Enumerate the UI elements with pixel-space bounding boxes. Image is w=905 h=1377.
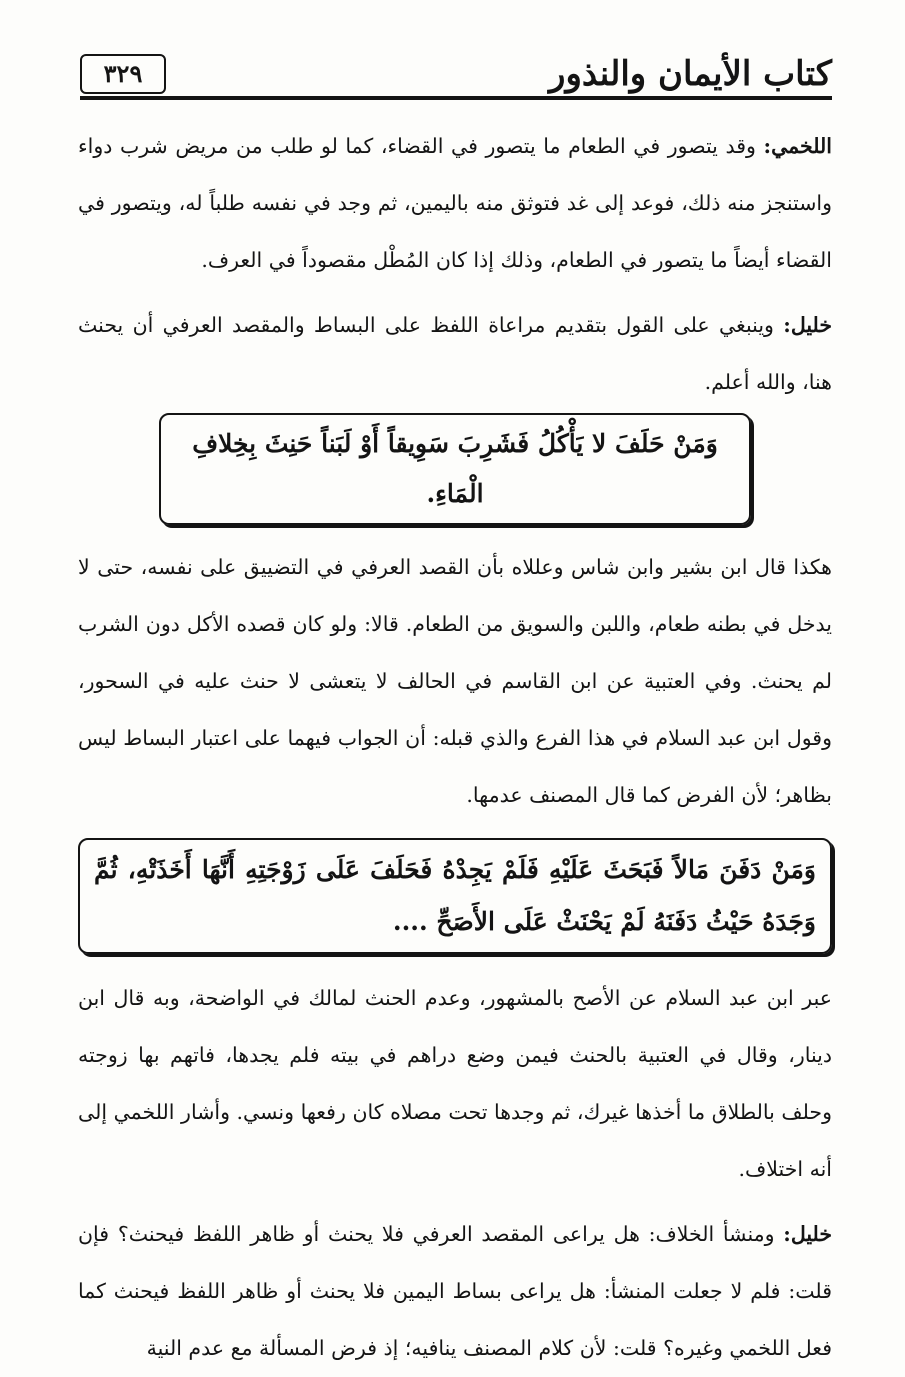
speaker-label: اللخمي: — [763, 134, 832, 158]
header-rule — [80, 96, 832, 100]
paragraph-commentary-1: هكذا قال ابن بشير وابن شاس وعللاه بأن القصد العرفي في التضييق على نفسه، حتى لا يدخل في بطنه طعام، واللبن والسويق من الطعام. قالا: ولو كان قصده الأكل دون الشرب لم يحنث. وفي العتبية عن ابن القاسم في الحالف لا يتعشى لا حنث عليه في السحور، وقول ابن عبد السلام في هذا الفرع والذي قبله: أن الجواب فيهما على اعتبار البساط ليس بظاهر؛ لأن الفرض كما قال المصنف عدمها. — [78, 555, 832, 807]
speaker-label: خليل: — [783, 313, 832, 337]
matn-box-2: وَمَنْ دَفَنَ مَالاً فَبَحَثَ عَلَيْهِ فَلَمْ يَجِدْهُ فَحَلَفَ عَلَى زَوْجَتِهِ أَنَّهَا أَخَذَتْهِ، ثُمَّ وَجَدَهُ حَيْثُ دَفَنَهُ لَمْ يَحْنَثْ عَلَى الأَصَحِّ .... — [78, 838, 832, 954]
paragraph-khalil-1 — [78, 297, 832, 411]
paragraph-commentary-2: عبر ابن عبد السلام عن الأصح بالمشهور، وعدم الحنث لمالك في الواضحة، وبه قال ابن دينار، وقال في العتبية بالحنث فيمن وضع دراهم في بيته فلم يجدها، فاتهم بها زوجته وحلف بالطلاق ما أخذها غيرك، ثم وجدها تحت مصلاه كان رفعها ونسي. وأشار اللخمي إلى أنه اختلاف. — [78, 986, 832, 1181]
page-number: ٣٢٩ — [80, 54, 166, 94]
book-title: كتاب الأيمان والنذور — [549, 54, 832, 94]
paragraph-lakhmi — [78, 118, 832, 289]
speaker-label: خليل: — [783, 1222, 832, 1246]
paragraph-text: ومنشأ الخلاف: هل يراعى المقصد العرفي فلا يحنث أو ظاهر اللفظ فيحنث؟ فإن قلت: فلم لا جعلت المنشأ: هل يراعى بساط اليمين فلا يحنث أو ظاهر اللفظ فيحنث كما فعل اللخمي وغيره؟ قلت: لأن كلام المصنف ينافيه؛ إذ فرض المسألة مع عدم النية — [78, 1222, 832, 1360]
paragraph-text: وينبغي على القول بتقديم مراعاة اللفظ على البساط والمقصد العرفي أن يحنث هنا، والله أعلم. — [78, 313, 832, 394]
matn-box-1: وَمَنْ حَلَفَ لا يَأْكُلُ فَشَرِبَ سَوِيقاً أَوْ لَبَناً حَنِثَ بِخِلافِ الْمَاءِ. — [159, 413, 751, 525]
paragraph-khalil-2 — [78, 1206, 832, 1377]
paragraph-text: وقد يتصور في الطعام ما يتصور في القضاء، كما لو طلب من مريض شرب دواء واستنجز منه ذلك، فوعد إلى غد فتوثق منه باليمين، ثم وجد في نفسه طلباً له، ويتصور في القضاء أيضاً ما يتصور في الطعام، وذلك إذا كان المُطْل مقصوداً في العرف. — [78, 134, 832, 272]
page-body — [78, 118, 832, 1377]
page-header — [80, 52, 832, 100]
